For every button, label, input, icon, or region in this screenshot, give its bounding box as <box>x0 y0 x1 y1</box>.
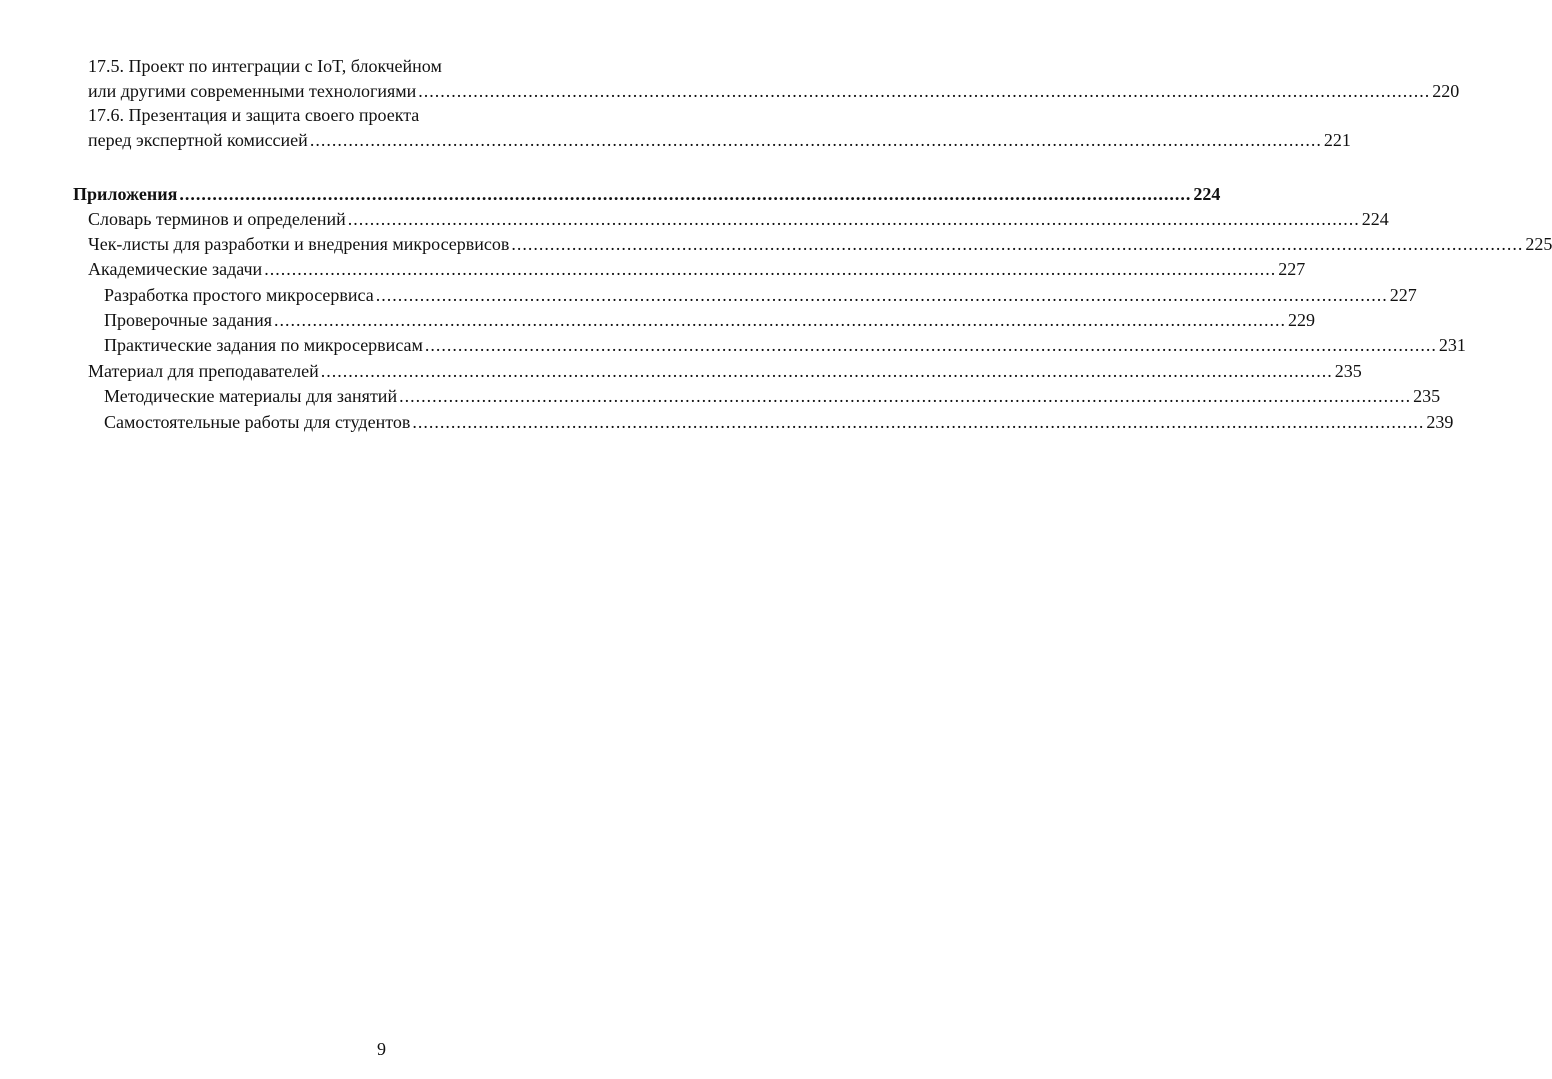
toc-entry-17-6[interactable] <box>88 128 1351 153</box>
toc-entry-teachers[interactable] <box>88 359 1362 384</box>
toc-page-number: 221 <box>1323 130 1351 150</box>
toc-entry-17-5-line1: 17.5. Проект по интеграции с IoT, блокчейном <box>88 56 442 76</box>
dot-leader: ........................................................................................................................................................................................ <box>320 361 1333 381</box>
toc-entry-title: Разработка простого микросервиса <box>104 285 374 305</box>
toc-entry-title: Чек-листы для разработки и внедрения микросервисов <box>88 234 510 254</box>
toc-page-number: 227 <box>1278 259 1306 279</box>
toc-entry-title: Материал для преподавателей <box>88 361 319 381</box>
toc-entry-17-5[interactable] <box>88 79 1460 104</box>
toc-entry-practical[interactable] <box>104 333 1466 358</box>
dot-leader: ........................................................................................................................................................................................ <box>264 259 1277 279</box>
toc-page-number: 229 <box>1287 310 1315 330</box>
toc-entry-title: Самостоятельные работы для студентов <box>104 412 411 432</box>
dot-leader: ........................................................................................................................................................................................ <box>309 130 1322 150</box>
dot-leader: ........................................................................................................................................................................................ <box>347 209 1360 229</box>
toc-entry-title: Практические задания по микросервисам <box>104 335 423 355</box>
toc-entry-title: Приложения <box>73 184 178 204</box>
toc-page-number: 224 <box>1193 184 1221 204</box>
toc-page-number: 231 <box>1438 335 1466 355</box>
dot-leader: ........................................................................................................................................................................................ <box>511 234 1524 254</box>
dot-leader: ........................................................................................................................................................................................ <box>418 81 1431 101</box>
toc-entry-tests[interactable] <box>104 308 1315 333</box>
dot-leader: ........................................................................................................................................................................................ <box>424 335 1437 355</box>
toc-entry-title: Академические задачи <box>88 259 263 279</box>
toc-page-number: 220 <box>1432 81 1460 101</box>
toc-entry-methodical[interactable] <box>104 384 1441 409</box>
toc-entry-17-6-line1: 17.6. Презентация и защита своего проекта <box>88 105 420 125</box>
toc-page-number: 235 <box>1334 361 1362 381</box>
page-number: 9 <box>377 1039 386 1059</box>
toc-page-number: 239 <box>1426 412 1454 432</box>
toc-entry-academic[interactable] <box>88 257 1306 282</box>
toc-entry-title: Проверочные задания <box>104 310 272 330</box>
dot-leader: ........................................................................................................................................................................................ <box>179 184 1192 204</box>
toc-entry-glossary[interactable] <box>88 207 1389 232</box>
toc-page-number: 224 <box>1361 209 1389 229</box>
dot-leader: ........................................................................................................................................................................................ <box>375 285 1388 305</box>
toc-entry-independent[interactable] <box>104 410 1454 435</box>
toc-entry-title: Словарь терминов и определений <box>88 209 346 229</box>
toc-page-number: 225 <box>1525 234 1552 254</box>
toc-entry-checklists[interactable] <box>88 232 1552 257</box>
toc-entry-title: перед экспертной комиссией <box>88 130 308 150</box>
toc-entry-appendix[interactable] <box>73 182 1221 207</box>
toc-page-number: 235 <box>1413 386 1441 406</box>
toc-page-number: 227 <box>1389 285 1417 305</box>
toc-entry-simple-service[interactable] <box>104 283 1417 308</box>
dot-leader: ........................................................................................................................................................................................ <box>412 412 1425 432</box>
toc-entry-title: Методические материалы для занятий <box>104 386 398 406</box>
toc-entry-title: или другими современными технологиями <box>88 81 417 101</box>
dot-leader: ........................................................................................................................................................................................ <box>273 310 1286 330</box>
dot-leader: ........................................................................................................................................................................................ <box>399 386 1412 406</box>
